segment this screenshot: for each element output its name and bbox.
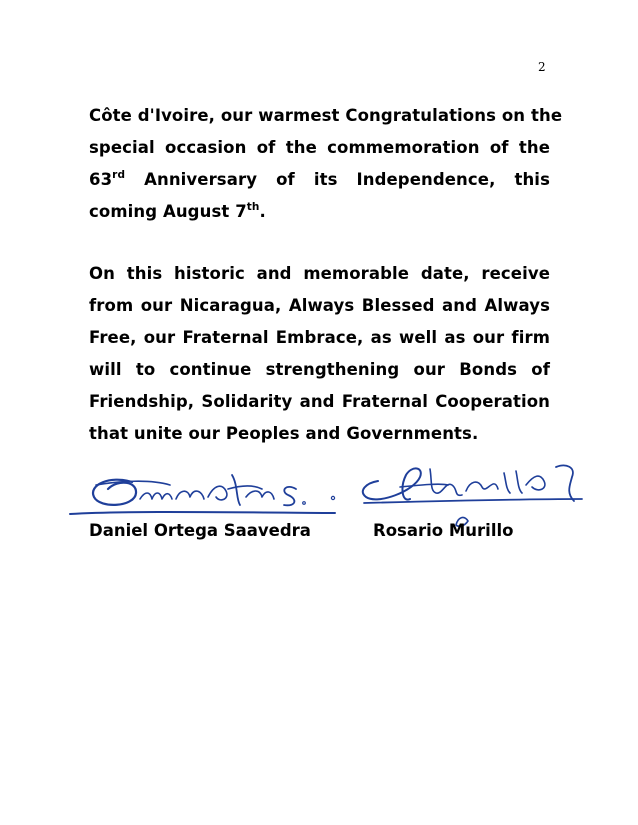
text-line: that unite our Peoples and Governments. <box>89 424 479 443</box>
text-line: special occasion of the commemoration of the <box>89 138 550 157</box>
signatory-name-rosario-murillo: Rosario Murillo <box>373 521 514 540</box>
page-number: 2 <box>538 60 546 74</box>
text-line: Friendship, Solidarity and Fraternal Cooperation <box>89 392 550 411</box>
text-line: On this historic and memorable date, receive <box>89 264 550 283</box>
text-line: Côte d'Ivoire, our warmest Congratulations on the <box>89 106 563 125</box>
ordinal-suffix: rd <box>112 168 126 181</box>
signature-rosario-murillo <box>363 465 582 526</box>
text-line: will to continue strengthening our Bonds of <box>89 360 550 379</box>
anniversary-number: 63 <box>89 170 113 189</box>
text-line: from our Nicaragua, Always Blessed and Always <box>89 296 550 315</box>
paragraph-congratulations <box>89 100 563 228</box>
paragraph-embrace <box>89 258 550 450</box>
text-segment: Anniversary of its Independence, this <box>125 170 550 189</box>
text-line <box>89 196 550 228</box>
date-text: coming August 7 <box>89 202 247 221</box>
text-line <box>89 164 550 196</box>
signature-daniel-ortega-saavedra <box>70 475 335 514</box>
signatory-name-daniel-ortega: Daniel Ortega Saavedra <box>89 521 311 540</box>
text-line: Free, our Fraternal Embrace, as well as our firm <box>89 328 550 347</box>
ordinal-suffix: th <box>246 200 260 213</box>
text-segment: . <box>259 202 266 221</box>
